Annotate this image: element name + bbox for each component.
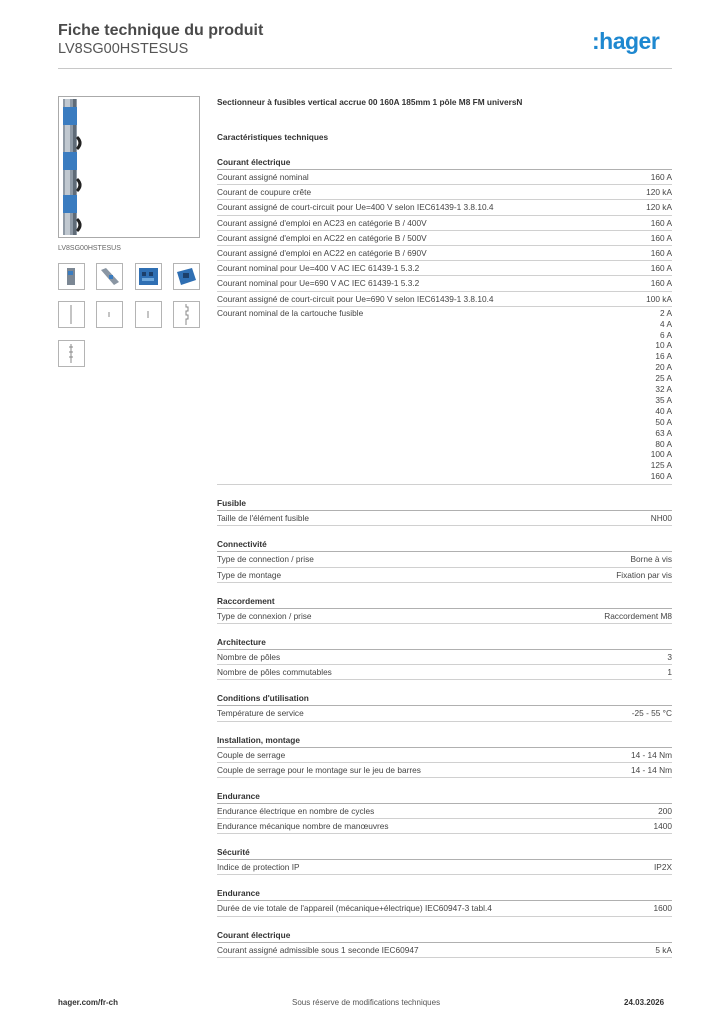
spec-section xyxy=(217,845,672,875)
spec-label: Courant nominal pour Ue=690 V AC IEC 61439-1 5.3.2 xyxy=(217,278,420,289)
spec-value: 120 kA xyxy=(646,187,672,198)
spec-section xyxy=(217,733,672,778)
spec-value: 16 A xyxy=(655,351,672,362)
section-title: Raccordement xyxy=(217,594,672,609)
spec-value: Fixation par vis xyxy=(616,569,672,580)
product-main-image xyxy=(58,96,200,238)
spec-value: 40 A xyxy=(655,405,672,416)
spec-value: 100 kA xyxy=(646,293,672,304)
spec-label: Couple de serrage pour le montage sur le jeu de barres xyxy=(217,764,421,775)
spec-value: 160 A xyxy=(650,247,672,258)
section-title: Conditions d'utilisation xyxy=(217,691,672,706)
spec-row xyxy=(217,706,672,721)
spec-value: 4 A xyxy=(660,318,672,329)
spec-label: Indice de protection IP xyxy=(217,862,300,873)
spec-label: Courant nominal pour Ue=400 V AC IEC 61439-1 5.3.2 xyxy=(217,263,420,274)
footer-disclaimer: Sous réserve de modifications techniques xyxy=(292,998,441,1007)
footer-website[interactable]: hager.com/fr-ch xyxy=(58,998,119,1007)
image-caption: LV8SG00HSTESUS xyxy=(58,245,121,252)
spec-section xyxy=(217,886,672,916)
spec-label: Endurance mécanique nombre de manœuvres xyxy=(217,821,389,832)
spec-label: Endurance électrique en nombre de cycles xyxy=(217,805,375,816)
section-title: Courant électrique xyxy=(217,155,672,170)
spec-label: Courant assigné admissible sous 1 seconde IEC60947 xyxy=(217,944,419,955)
spec-content xyxy=(217,95,672,958)
hager-logo[interactable] xyxy=(592,28,659,55)
spec-value: 1 xyxy=(667,667,672,678)
spec-row xyxy=(217,292,672,307)
spec-label: Courant de coupure crête xyxy=(217,187,312,198)
spec-value: 160 A xyxy=(650,232,672,243)
spec-value: -25 - 55 °C xyxy=(631,708,672,719)
spec-row xyxy=(217,185,672,200)
spec-section xyxy=(217,789,672,834)
spec-value: 160 A xyxy=(650,172,672,182)
spec-label: Courant assigné d'emploi en AC22 en catégorie B / 500V xyxy=(217,232,427,243)
product-blue-angled-icon xyxy=(174,264,199,289)
spec-row xyxy=(217,246,672,261)
header-divider xyxy=(58,68,672,69)
spec-value: 125 A xyxy=(650,460,672,471)
spec-label: Courant nominal de la cartouche fusible xyxy=(217,307,364,318)
product-blue-front-icon xyxy=(136,264,161,289)
spec-row xyxy=(217,200,672,215)
spec-section xyxy=(217,496,672,526)
spec-label: Type de montage xyxy=(217,569,282,580)
section-title: Connectivité xyxy=(217,537,672,552)
spec-row xyxy=(217,665,672,680)
spec-value: 10 A xyxy=(655,340,672,351)
page-title: Fiche technique du produit xyxy=(58,22,264,39)
spec-value: 3 xyxy=(667,651,672,662)
footer-date: 24.03.2026 xyxy=(624,998,665,1007)
spec-row xyxy=(217,609,672,624)
spec-value: 100 A xyxy=(650,449,672,460)
spec-row xyxy=(217,261,672,276)
spec-value: 160 A xyxy=(650,217,672,228)
drawing-profile-icon xyxy=(174,302,199,327)
spec-row xyxy=(217,819,672,834)
spec-row xyxy=(217,650,672,665)
product-name: Sectionneur à fusibles vertical accrue 00 160A 185mm 1 pôle M8 FM universN xyxy=(217,97,523,107)
spec-label: Nombre de pôles commutables xyxy=(217,667,332,678)
spec-value: 14 - 14 Nm xyxy=(630,764,672,775)
thumbnail-drawing-front[interactable] xyxy=(135,301,162,328)
spec-value: NH00 xyxy=(650,513,672,524)
spec-label: Durée de vie totale de l'appareil (mécanique+électrique) IEC60947-3 tabl.4 xyxy=(217,903,492,914)
spec-section xyxy=(217,155,672,485)
spec-value: 50 A xyxy=(655,416,672,427)
spec-label: Courant assigné de court-circuit pour Ue=690 V selon IEC61439-1 3.8.10.4 xyxy=(217,293,494,304)
spec-value: 1400 xyxy=(653,821,672,832)
drawing-side-icon xyxy=(59,302,84,327)
spec-value: 200 xyxy=(658,805,672,816)
spec-label: Courant assigné d'emploi en AC23 en catégorie B / 400V xyxy=(217,217,427,228)
spec-value: 63 A xyxy=(655,427,672,438)
spec-value: 120 kA xyxy=(646,202,672,213)
spec-row xyxy=(217,943,672,958)
thumbnail-drawing-dimension[interactable] xyxy=(58,340,85,367)
spec-label: Courant assigné de court-circuit pour Ue=400 V selon IEC61439-1 3.8.10.4 xyxy=(217,202,494,213)
spec-label: Nombre de pôles xyxy=(217,651,281,662)
spec-value: 32 A xyxy=(655,384,672,395)
spec-section xyxy=(217,691,672,721)
spec-row xyxy=(217,860,672,875)
spec-label: Courant assigné nominal xyxy=(217,172,309,182)
logo-prefix: : xyxy=(592,28,600,54)
spec-row xyxy=(217,763,672,778)
spec-value: 5 kA xyxy=(655,944,672,955)
section-title: Courant électrique xyxy=(217,928,672,943)
spec-label: Température de service xyxy=(217,708,304,719)
section-title: Installation, montage xyxy=(217,733,672,748)
spec-row xyxy=(217,511,672,526)
thumbnail-drawing-side[interactable] xyxy=(58,301,85,328)
spec-value: 160 A xyxy=(650,263,672,274)
thumbnail-angled[interactable] xyxy=(96,263,123,290)
spec-label: Couple de serrage xyxy=(217,749,286,760)
thumbnail-drawing-small[interactable] xyxy=(96,301,123,328)
thumbnail-blue-front[interactable] xyxy=(135,263,162,290)
spec-value: 160 A xyxy=(650,278,672,289)
spec-value: Borne à vis xyxy=(630,554,672,565)
spec-value: 35 A xyxy=(655,394,672,405)
spec-row xyxy=(217,276,672,291)
spec-section xyxy=(217,635,672,680)
spec-value-list xyxy=(651,308,672,483)
spec-section xyxy=(217,537,672,582)
spec-row xyxy=(217,901,672,916)
section-title: Endurance xyxy=(217,789,672,804)
spec-value: 6 A xyxy=(660,329,672,340)
spec-row xyxy=(217,231,672,246)
spec-value: 20 A xyxy=(655,362,672,373)
spec-section xyxy=(217,594,672,624)
section-title: Architecture xyxy=(217,635,672,650)
drawing-front-icon xyxy=(136,302,161,327)
spec-label: Type de connection / prise xyxy=(217,554,314,565)
spec-value: 14 - 14 Nm xyxy=(630,749,672,760)
thumbnail-drawing-profile[interactable] xyxy=(173,301,200,328)
drawing-dimension-icon xyxy=(59,341,84,366)
drawing-small-icon xyxy=(97,302,122,327)
spec-row xyxy=(217,804,672,819)
characteristics-title: Caractéristiques techniques xyxy=(217,132,329,142)
spec-label: Type de connexion / prise xyxy=(217,610,312,621)
spec-value: 1600 xyxy=(653,903,672,914)
product-reference: LV8SG00HSTESUS xyxy=(58,41,189,57)
thumbnail-front[interactable] xyxy=(58,263,85,290)
spec-label: Courant assigné d'emploi en AC22 en catégorie B / 690V xyxy=(217,247,427,258)
spec-sections xyxy=(217,155,672,958)
section-title: Endurance xyxy=(217,886,672,901)
spec-row xyxy=(217,748,672,763)
section-title: Sécurité xyxy=(217,845,672,860)
spec-row xyxy=(217,170,672,185)
spec-section xyxy=(217,928,672,958)
thumbnail-blue-angled[interactable] xyxy=(173,263,200,290)
section-title: Fusible xyxy=(217,496,672,511)
spec-row xyxy=(217,568,672,583)
spec-value: Raccordement M8 xyxy=(604,610,672,621)
product-angled-icon xyxy=(97,264,122,289)
fuse-switch-icon xyxy=(59,97,199,237)
logo-text: hager xyxy=(599,28,660,54)
spec-value: 80 A xyxy=(655,438,672,449)
spec-value: IP2X xyxy=(654,862,672,873)
spec-value: 25 A xyxy=(655,373,672,384)
product-front-icon xyxy=(59,264,84,289)
spec-value: 2 A xyxy=(660,307,672,318)
spec-row-multi xyxy=(217,307,672,486)
spec-label: Taille de l'élément fusible xyxy=(217,513,309,524)
spec-row xyxy=(217,216,672,231)
spec-value: 160 A xyxy=(650,471,672,482)
spec-row xyxy=(217,552,672,567)
